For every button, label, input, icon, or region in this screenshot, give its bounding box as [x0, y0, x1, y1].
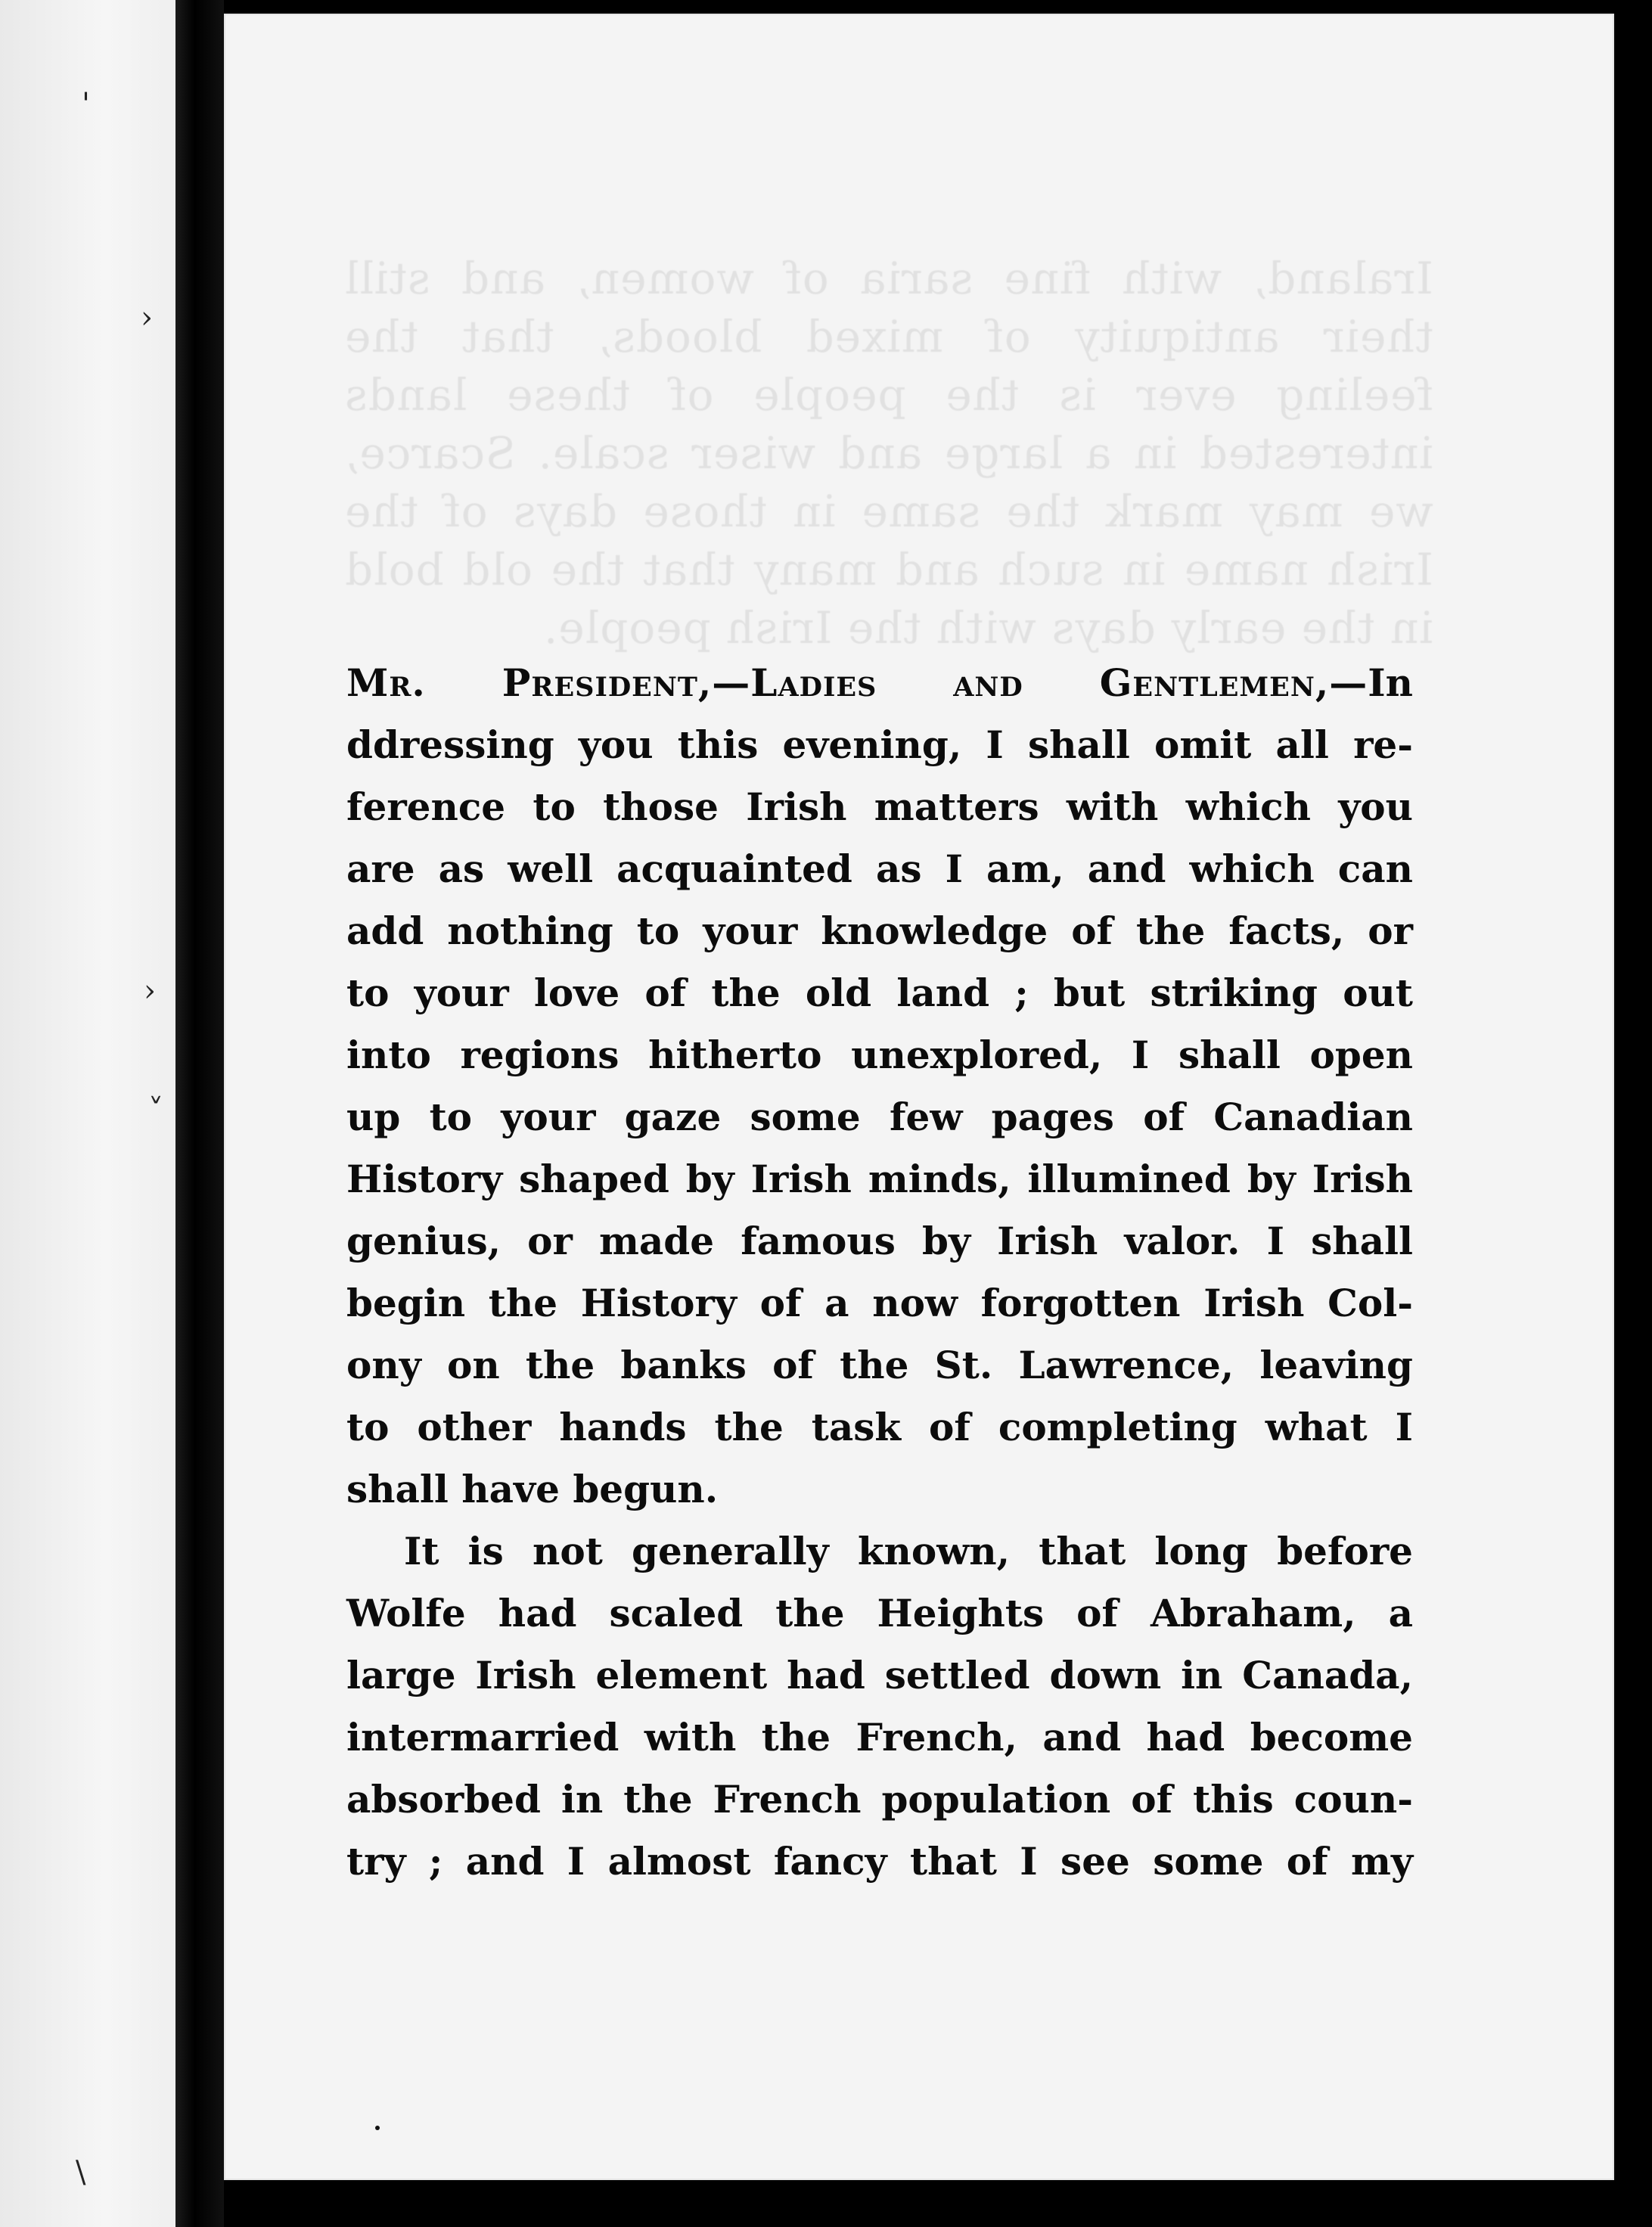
paragraph-1-line-5: add nothing to your knowledge of the facts, or — [346, 909, 1413, 953]
page-body — [346, 652, 1413, 1893]
bleed-through-text: Iraland, with fine saria of women, and still their antiquity of mixed bloods, that the feeling ever is the people of these lands interested in a large and wiser scale. Scarce, we may mark the same in those days of the Irish name in such and many that the old bold in the early days with the Irish people. — [344, 253, 1433, 654]
paragraph-1-line-11: begin the History of a now forgotten Irish Col- — [346, 1281, 1413, 1325]
text-line — [346, 652, 1413, 714]
paragraph-2-line-2: Wolfe had scaled the Heights of Abraham, a — [346, 1591, 1413, 1635]
paragraph-1-line-1: In — [1368, 660, 1413, 705]
paragraph-1-line-7: into regions hitherto unexplored, I shall open — [346, 1033, 1413, 1077]
margin-mark: \ — [76, 2155, 86, 2190]
paragraph-1-line-9: History shaped by Irish minds, illumined by Irish — [346, 1157, 1413, 1201]
paragraph-1-line-13: to other hands the task of completing what I — [346, 1405, 1413, 1449]
margin-mark: ˅ — [148, 1093, 163, 1128]
paragraph-2-line-4: intermarried with the French, and had become — [346, 1715, 1413, 1760]
facing-page-edge — [0, 0, 175, 2227]
paragraph-2-line-6: try ; and I almost fancy that I see some of my — [346, 1839, 1413, 1884]
paragraph-2-line-5: absorbed in the French population of this coun- — [346, 1777, 1413, 1822]
paragraph-1-line-8: up to your gaze some few pages of Canadian — [346, 1095, 1413, 1139]
margin-mark: ' — [82, 87, 90, 122]
paragraph-1-line-10: genius, or made famous by Irish valor. I shall — [346, 1219, 1413, 1263]
paragraph-1-line-3: ference to those Irish matters with which you — [346, 784, 1413, 829]
paragraph-1-line-4: are as well acquainted as I am, and which can — [346, 846, 1413, 891]
paragraph-1-line-12: ony on the banks of the St. Lawrence, leaving — [346, 1343, 1413, 1387]
salutation: Mr. President,—Ladies and Gentlemen,— — [346, 660, 1368, 705]
paragraph-2-line-3: large Irish element had settled down in Canada, — [346, 1653, 1413, 1697]
margin-mark: › — [141, 300, 153, 335]
margin-mark: › — [144, 974, 156, 1008]
paragraph-1-line-14: shall have begun. — [346, 1467, 719, 1511]
binding-gutter — [175, 0, 224, 2227]
paragraph-1-line-2: ddressing you this evening, I shall omit all re- — [346, 722, 1413, 767]
paragraph-2-line-1: It is not generally known, that long before — [404, 1529, 1413, 1573]
ink-speck — [375, 2126, 380, 2130]
paragraph-1-line-6: to your love of the old land ; but striking out — [346, 971, 1413, 1015]
